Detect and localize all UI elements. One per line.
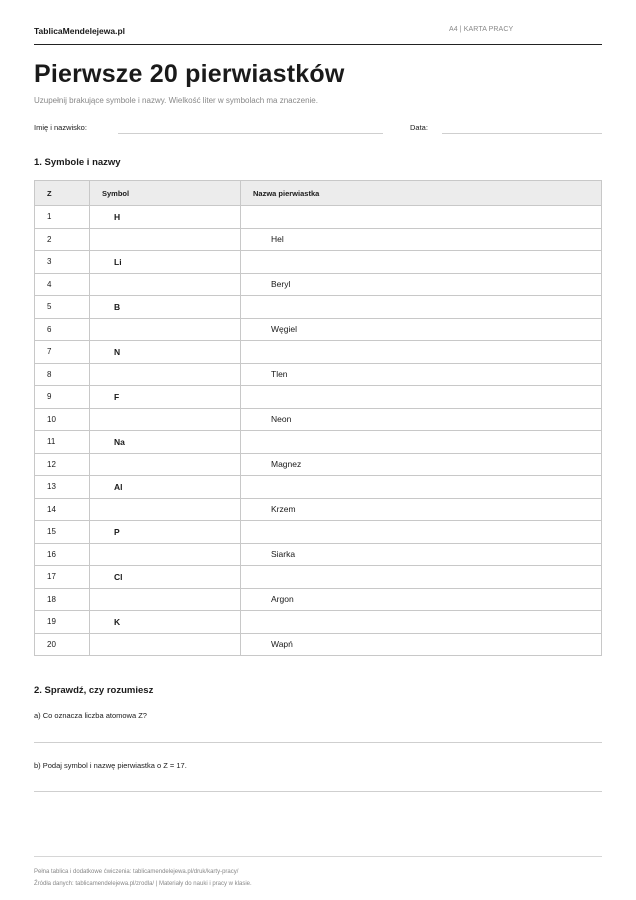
cell-symbol[interactable]	[90, 408, 241, 431]
table-row	[35, 566, 602, 589]
table-row	[35, 431, 602, 454]
cell-symbol: Al	[90, 476, 241, 499]
table-header-row	[35, 181, 602, 206]
cell-symbol[interactable]	[90, 228, 241, 251]
table-row	[35, 453, 602, 476]
cell-symbol: P	[90, 521, 241, 544]
cell-name[interactable]	[241, 206, 602, 229]
cell-z: 6	[35, 318, 90, 341]
cell-z: 2	[35, 228, 90, 251]
cell-z: 15	[35, 521, 90, 544]
cell-symbol: F	[90, 386, 241, 409]
page-subtitle: Uzupełnij brakujące symbole i nazwy. Wielkość liter w symbolach ma znaczenie.	[34, 96, 318, 105]
cell-z: 3	[35, 251, 90, 274]
table-row	[35, 386, 602, 409]
cell-symbol[interactable]	[90, 588, 241, 611]
table-row	[35, 273, 602, 296]
table-row	[35, 318, 602, 341]
cell-z: 20	[35, 633, 90, 656]
document-meta: A4 | KARTA PRACY	[449, 26, 514, 33]
table-row	[35, 498, 602, 521]
cell-z: 14	[35, 498, 90, 521]
table-row	[35, 476, 602, 499]
cell-symbol[interactable]	[90, 318, 241, 341]
cell-z: 8	[35, 363, 90, 386]
cell-name[interactable]	[241, 431, 602, 454]
name-field[interactable]	[118, 133, 383, 134]
cell-z: 5	[35, 296, 90, 319]
table-row	[35, 588, 602, 611]
name-label: Imię i nazwisko:	[34, 123, 87, 132]
cell-z: 7	[35, 341, 90, 364]
cell-name[interactable]	[241, 611, 602, 634]
cell-symbol: Li	[90, 251, 241, 274]
cell-z: 12	[35, 453, 90, 476]
cell-z: 9	[35, 386, 90, 409]
page-header	[34, 24, 602, 45]
cell-z: 16	[35, 543, 90, 566]
page-footer	[34, 856, 602, 887]
cell-name: Hel	[241, 228, 602, 251]
table-row	[35, 611, 602, 634]
section-2-title: 2. Sprawdź, czy rozumiesz	[34, 685, 154, 696]
cell-symbol[interactable]	[90, 273, 241, 296]
cell-symbol: Cl	[90, 566, 241, 589]
cell-symbol[interactable]	[90, 363, 241, 386]
answer-line-a[interactable]	[34, 742, 602, 743]
column-header-z: Z	[35, 181, 90, 206]
cell-name: Beryl	[241, 273, 602, 296]
cell-symbol: B	[90, 296, 241, 319]
cell-name[interactable]	[241, 296, 602, 319]
table-row	[35, 251, 602, 274]
cell-z: 19	[35, 611, 90, 634]
cell-symbol[interactable]	[90, 543, 241, 566]
cell-z: 13	[35, 476, 90, 499]
cell-symbol[interactable]	[90, 633, 241, 656]
cell-symbol[interactable]	[90, 498, 241, 521]
cell-name: Argon	[241, 588, 602, 611]
cell-name: Wapń	[241, 633, 602, 656]
elements-table	[34, 180, 602, 656]
table-row	[35, 633, 602, 656]
table-row	[35, 521, 602, 544]
cell-symbol: Na	[90, 431, 241, 454]
cell-name: Węgiel	[241, 318, 602, 341]
cell-name[interactable]	[241, 386, 602, 409]
cell-name: Neon	[241, 408, 602, 431]
cell-z: 17	[35, 566, 90, 589]
table-row	[35, 228, 602, 251]
cell-z: 11	[35, 431, 90, 454]
cell-name: Siarka	[241, 543, 602, 566]
cell-name[interactable]	[241, 476, 602, 499]
cell-z: 1	[35, 206, 90, 229]
student-info-row	[34, 120, 602, 136]
question-b: b) Podaj symbol i nazwę pierwiastka o Z = 17.	[34, 761, 187, 770]
column-header-symbol: Symbol	[90, 181, 241, 206]
table-row	[35, 206, 602, 229]
cell-symbol: K	[90, 611, 241, 634]
cell-symbol: N	[90, 341, 241, 364]
cell-name: Magnez	[241, 453, 602, 476]
cell-name: Krzem	[241, 498, 602, 521]
answer-line-b[interactable]	[34, 791, 602, 792]
footer-line-1: Pełna tablica i dodatkowe ćwiczenia: tablicamendelejewa.pl/druk/karty-pracy/	[34, 869, 239, 875]
cell-z: 10	[35, 408, 90, 431]
cell-symbol[interactable]	[90, 453, 241, 476]
question-a: a) Co oznacza liczba atomowa Z?	[34, 711, 147, 720]
cell-name: Tlen	[241, 363, 602, 386]
cell-name[interactable]	[241, 521, 602, 544]
cell-name[interactable]	[241, 566, 602, 589]
date-field[interactable]	[442, 133, 602, 134]
table-row	[35, 363, 602, 386]
page-title: Pierwsze 20 pierwiastków	[34, 60, 345, 88]
cell-z: 18	[35, 588, 90, 611]
column-header-name: Nazwa pierwiastka	[241, 181, 602, 206]
table-row	[35, 296, 602, 319]
cell-name[interactable]	[241, 251, 602, 274]
cell-name[interactable]	[241, 341, 602, 364]
cell-z: 4	[35, 273, 90, 296]
brand-name: TablicaMendelejewa.pl	[34, 26, 126, 36]
date-label: Data:	[410, 123, 428, 132]
table-row	[35, 341, 602, 364]
cell-symbol: H	[90, 206, 241, 229]
table-row	[35, 408, 602, 431]
table-row	[35, 543, 602, 566]
section-1-title: 1. Symbole i nazwy	[34, 157, 121, 168]
footer-line-2: Źródła danych: tablicamendelejewa.pl/zrodla/ | Materiały do nauki i pracy w klasie.	[34, 881, 252, 887]
